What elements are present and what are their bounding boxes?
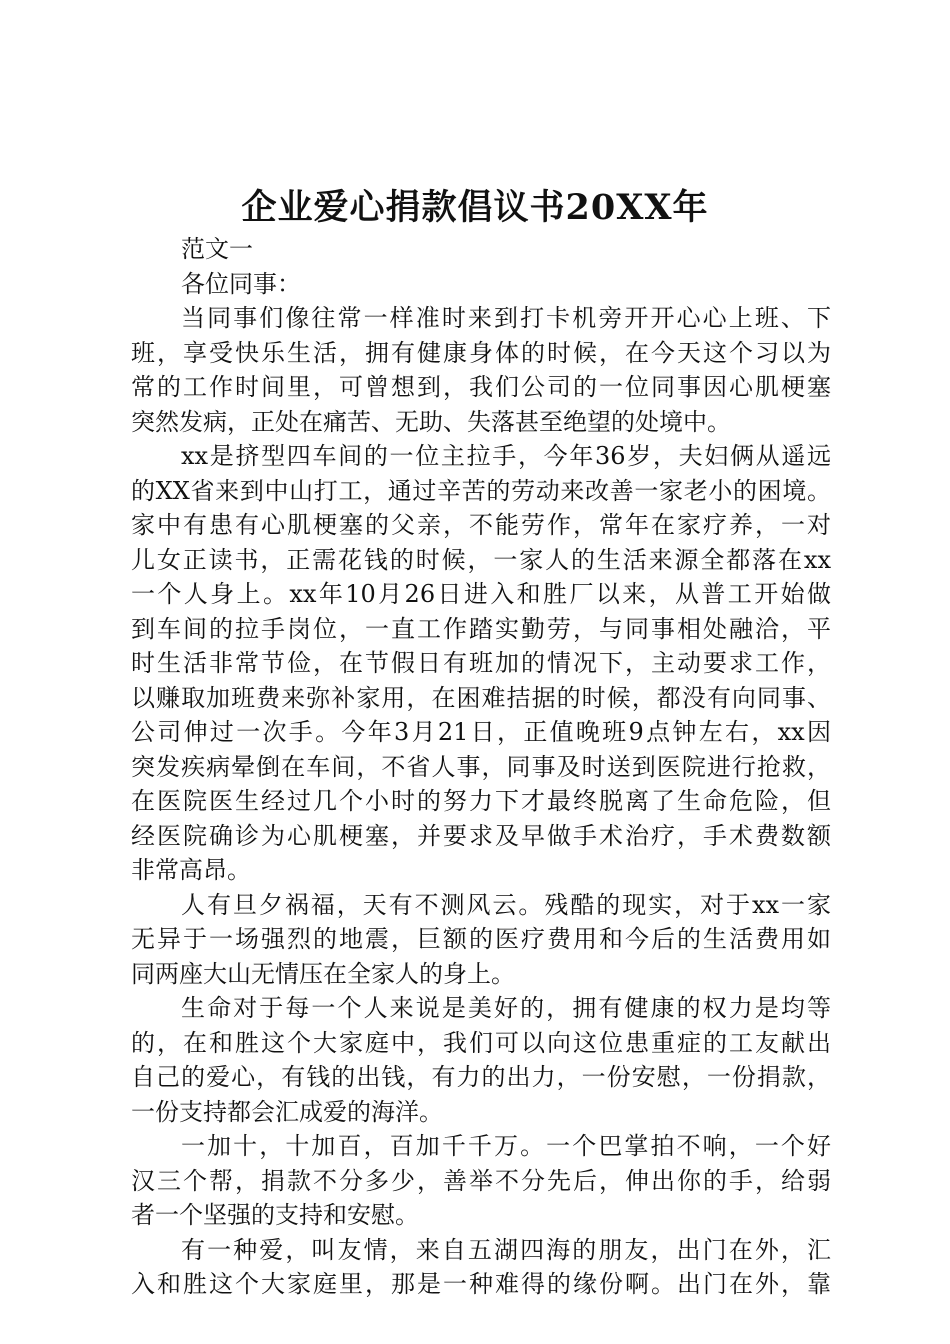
text-line: 一份支持都会汇成爱的海洋。 — [131, 1097, 443, 1126]
text-line: 一加十，十加百，百加千千万。一个巴掌拍不响，一个好 — [181, 1132, 831, 1160]
text-line: 人有旦夕祸福，天有不测风云。残酷的现实，对于xx一家 — [181, 890, 831, 919]
text-line: 自己的爱心，有钱的出钱，有力的出力，一份安慰，一份捐款， — [131, 1063, 831, 1091]
text-line: 者一个坚强的支持和安慰。 — [131, 1201, 419, 1229]
document-body — [131, 232, 831, 1302]
text-line: 常的工作时间里，可曾想到，我们公司的一位同事因心肌梗塞 — [131, 373, 831, 401]
text-line: 非常高昂。 — [131, 856, 251, 884]
document-title: 企业爱心捐款倡议书20XX年 — [241, 187, 709, 228]
text-line: 生命对于每一个人来说是美好的，拥有健康的权力是均等 — [181, 994, 831, 1022]
text-line: 的，在和胜这个大家庭中，我们可以向这位患重症的工友献出 — [131, 1028, 831, 1057]
text-line: 当同事们像往常一样准时来到打卡机旁开开心心上班、下 — [181, 304, 831, 332]
text-line: 经医院确诊为心肌梗塞，并要求及早做手术治疗，手术费数额 — [131, 821, 831, 850]
text-line: 同两座大山无情压在全家人的身上。 — [131, 959, 515, 988]
text-line: 时生活非常节俭，在节假日有班加的情况下，主动要求工作， — [131, 649, 831, 677]
text-line: 班，享受快乐生活，拥有健康身体的时候，在今天这个习以为 — [131, 338, 831, 367]
text-line: 在医院医生经过几个小时的努力下才最终脱离了生命危险，但 — [131, 787, 831, 815]
text-line: 入和胜这个大家庭里，那是一种难得的缘份啊。出门在外，靠 — [131, 1270, 831, 1298]
text-line: 以赚取加班费来弥补家用，在困难拮据的时候，都没有向同事、 — [131, 683, 831, 712]
text-line: 的XX省来到中山打工，通过辛苦的劳动来改善一家老小的困境。 — [131, 476, 831, 505]
text-line: 汉三个帮，捐款不分多少，善举不分先后，伸出你的手，给弱 — [131, 1166, 831, 1195]
text-line: 到车间的拉手岗位，一直工作踏实勤劳，与同事相处融洽，平 — [131, 614, 831, 643]
text-line: 无异于一场强烈的地震，巨额的医疗费用和今后的生活费用如 — [131, 925, 831, 953]
text-line: 儿女正读书，正需花钱的时候，一家人的生活来源全都落在xx — [131, 545, 831, 574]
text-line: 范文一 — [181, 235, 253, 263]
text-line: 各位同事： — [181, 269, 301, 298]
text-line: xx是挤型四车间的一位主拉手，今年36岁，夫妇俩从遥远 — [181, 442, 831, 470]
text-line: 突发疾病晕倒在车间，不省人事，同事及时送到医院进行抢救， — [131, 752, 831, 781]
text-line: 公司伸过一次手。今年3月21日，正值晚班9点钟左右，xx因 — [131, 718, 831, 746]
text-line: 有一种爱，叫友情，来自五湖四海的朋友，出门在外，汇 — [181, 1235, 831, 1264]
text-line: 突然发病，正处在痛苦、无助、失落甚至绝望的处境中。 — [131, 407, 731, 436]
text-line: 一个人身上。xx年10月26日进入和胜厂以来，从普工开始做 — [131, 580, 831, 608]
text-line: 家中有患有心肌梗塞的父亲，不能劳作，常年在家疗养，一对 — [131, 511, 831, 539]
